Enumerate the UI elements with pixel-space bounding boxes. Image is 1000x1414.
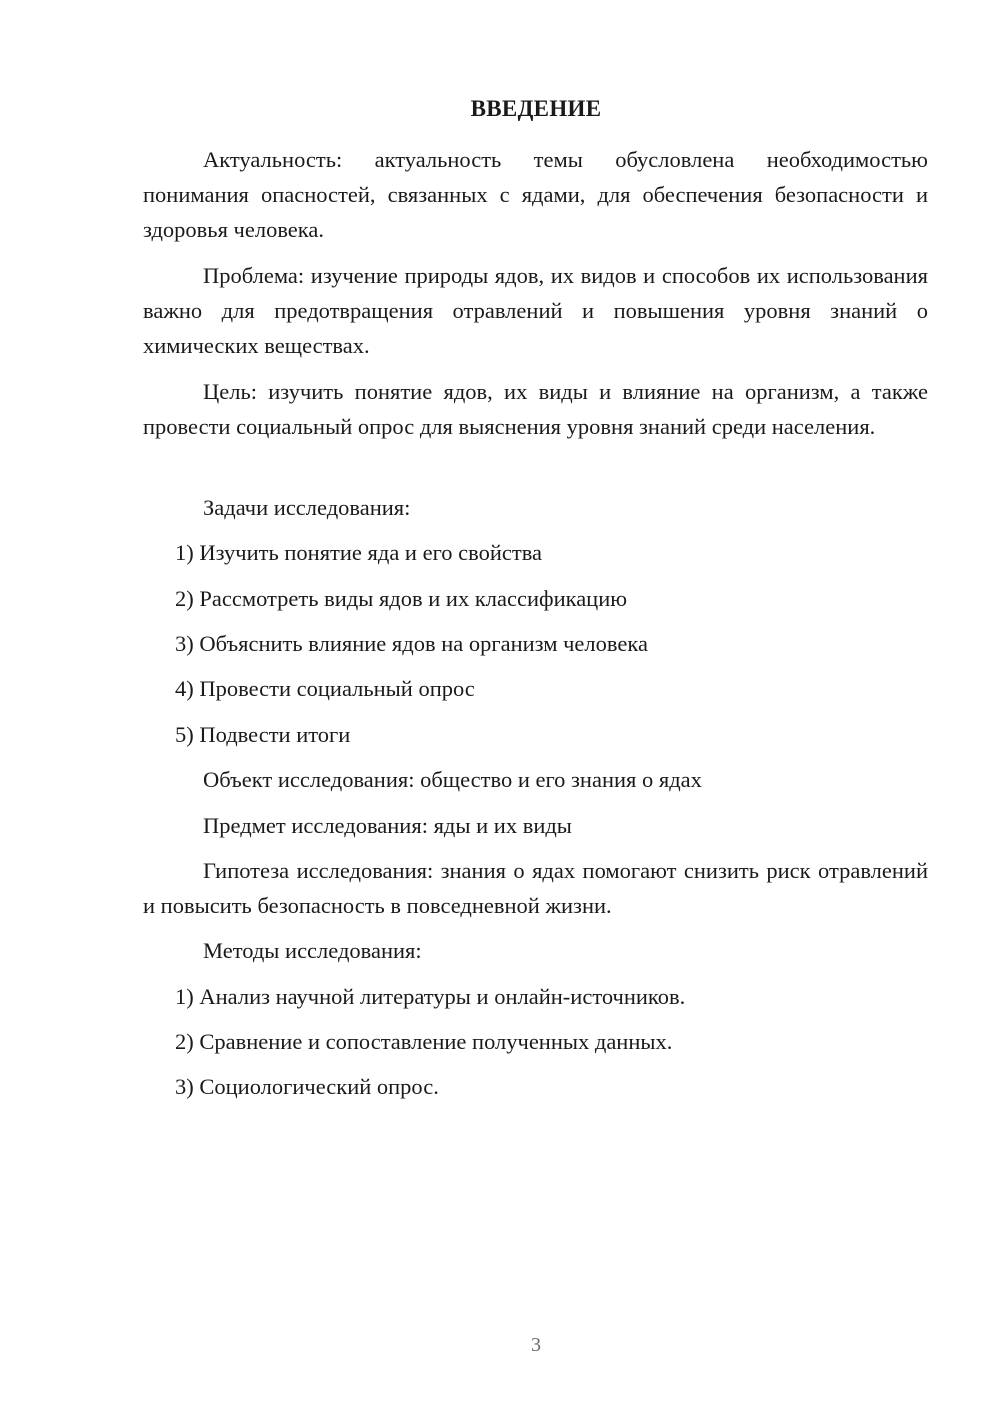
method-item: 3) Социологический опрос. bbox=[175, 1074, 439, 1099]
tasks-heading: Задачи исследования: bbox=[203, 495, 411, 520]
method-item: 1) Анализ научной литературы и онлайн-источников. bbox=[175, 984, 686, 1009]
task-item: 4) Провести социальный опрос bbox=[175, 676, 475, 701]
task-item: 2) Рассмотреть виды ядов и их классификацию bbox=[175, 586, 628, 611]
object-paragraph: Объект исследования: общество и его знания о ядах bbox=[203, 767, 702, 792]
task-item: 1) Изучить понятие яда и его свойства bbox=[175, 540, 543, 565]
page-title: ВВЕДЕНИЕ bbox=[470, 96, 602, 121]
relevance-paragraph: Актуальность: актуальность темы обусловлена необходимостью понимания опасностей, связанных с ядами, для обеспечения безопасности и здоровья человека. bbox=[143, 147, 928, 242]
goal-paragraph: Цель: изучить понятие ядов, их виды и влияние на организм, а также провести социальный опрос для выяснения уровня знаний среди населения. bbox=[143, 379, 928, 439]
methods-heading: Методы исследования: bbox=[203, 938, 422, 963]
subject-paragraph: Предмет исследования: яды и их виды bbox=[203, 813, 572, 838]
task-item: 5) Подвести итоги bbox=[175, 722, 351, 747]
method-item: 2) Сравнение и сопоставление полученных данных. bbox=[175, 1029, 673, 1054]
page-number: 3 bbox=[531, 1334, 541, 1356]
problem-paragraph: Проблема: изучение природы ядов, их видов и способов их использования важно для предотвращения отравлений и повышения уровня знаний о химических веществах. bbox=[143, 263, 928, 358]
task-item: 3) Объяснить влияние ядов на организм человека bbox=[175, 631, 648, 656]
hypothesis-paragraph: Гипотеза исследования: знания о ядах помогают снизить риск отравлений и повысить безопасность в повседневной жизни. bbox=[143, 858, 928, 918]
